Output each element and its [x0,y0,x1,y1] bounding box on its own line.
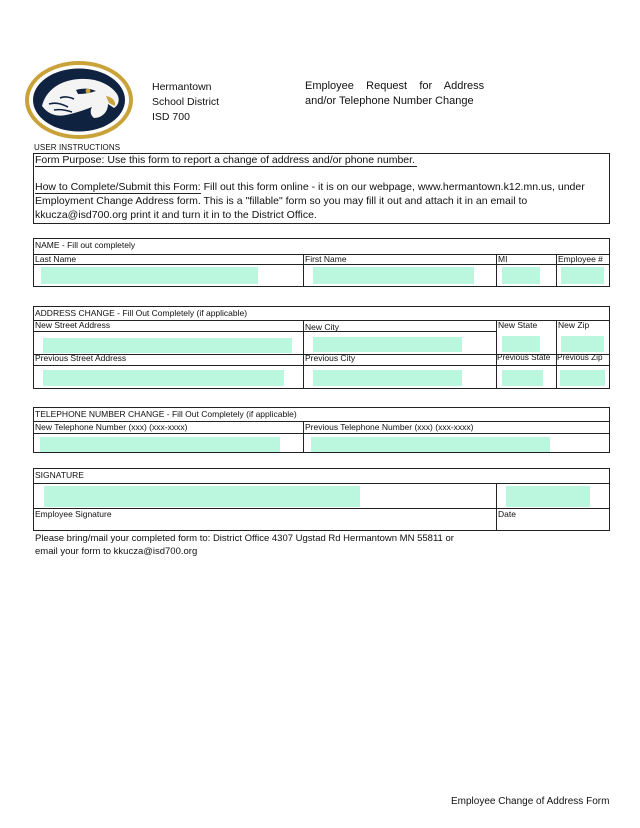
new-street-input[interactable] [43,338,292,353]
instructions-box [33,153,610,224]
signature-section [33,468,610,531]
previous-street-label: Previous Street Address [35,353,127,363]
footer-form-name: Employee Change of Address Form [451,796,610,807]
new-phone-label: New Telephone Number (xxx) (xxx-xxxx) [35,422,188,432]
new-state-label: New State [498,320,538,330]
first-name-input[interactable] [313,267,474,284]
new-zip-input[interactable] [561,336,604,352]
how-to-body: Fill out this form online - it is on our webpage, www.hermantown.k12.mn.us, under Employment Change Address form. This is a "fillable" form so you may fill it out and attach it in an email to kkucza@isd700.org print it and turn it in to the District Office. [35,181,585,221]
previous-city-label: Previous City [305,353,356,363]
date-input[interactable] [506,486,590,507]
previous-phone-label: Previous Telephone Number (xxx) (xxx-xxxx) [305,422,474,432]
previous-zip-label: Previous Zip [557,353,603,362]
telephone-section-title: TELEPHONE NUMBER CHANGE - Fill Out Completely (if applicable) [35,409,297,419]
previous-state-label: Previous State [497,353,551,362]
district-line: School District [152,96,220,108]
employee-signature-input[interactable] [44,486,360,507]
new-phone-input[interactable] [40,437,280,452]
district-line: ISD 700 [152,111,190,123]
form-title-line: Employee Request for Address [305,80,485,92]
district-line: Hermantown [152,81,212,93]
form-title-line: and/or Telephone Number Change [305,95,474,107]
previous-state-input[interactable] [502,370,543,386]
address-section-title: ADDRESS CHANGE - Fill Out Completely (if applicable) [35,308,248,318]
previous-street-input[interactable] [43,370,284,386]
name-section-title: NAME - Fill out completely [35,240,136,250]
address-section [33,306,610,389]
employee-signature-label: Employee Signature [35,509,112,519]
mi-label: MI [498,254,508,264]
new-city-label: New City [305,322,340,332]
new-state-input[interactable] [502,336,540,352]
previous-phone-input[interactable] [311,437,550,452]
name-section [33,238,610,287]
employee-number-label: Employee # [558,254,603,264]
date-label: Date [498,509,516,519]
submission-note-line: Please bring/mail your completed form to: District Office 4307 Ugstad Rd Hermantown MN 55811 or [35,533,454,544]
form-title [305,79,484,109]
employee-number-input[interactable] [561,267,604,284]
new-city-input[interactable] [313,337,462,352]
telephone-section [33,407,610,453]
last-name-input[interactable] [41,267,258,284]
instructions-heading: USER INSTRUCTIONS [34,143,121,152]
form-purpose-text: Form Purpose: Use this form to report a change of address and/or phone number. [35,154,415,166]
new-street-label: New Street Address [35,320,111,330]
hawk-head-logo-icon [24,60,134,140]
how-to-complete-text [35,180,609,222]
new-zip-label: New Zip [558,320,590,330]
previous-city-input[interactable] [313,370,462,386]
submission-note [35,532,454,558]
last-name-label: Last Name [35,254,77,264]
previous-zip-input[interactable] [560,370,605,386]
signature-section-title: SIGNATURE [35,470,84,480]
mi-input[interactable] [502,267,540,284]
first-name-label: First Name [305,254,347,264]
how-to-label: How to Complete/Submit this Form: [35,181,201,193]
submission-note-line: email your form to kkucza@isd700.org [35,546,198,557]
district-name [152,80,219,125]
